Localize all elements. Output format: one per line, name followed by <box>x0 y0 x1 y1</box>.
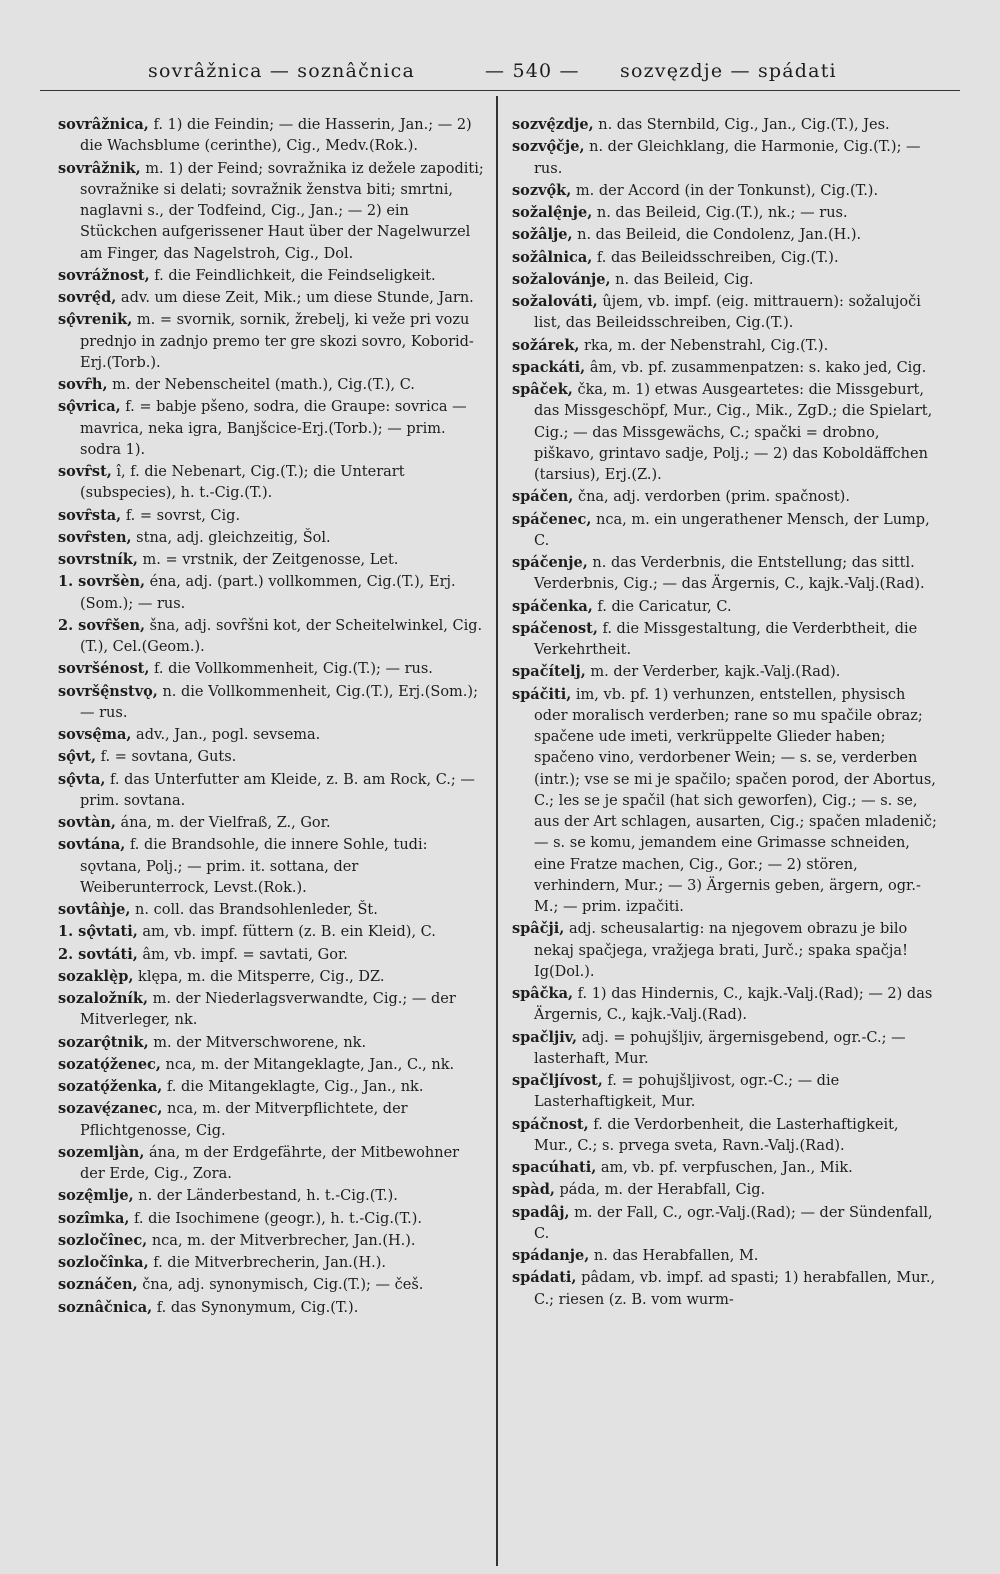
entry-headword: sovrážnost, <box>58 266 150 284</box>
entry-definition: î, f. die Nebenart, Cig.(T.); die Unterart (subspecies), h. t.-Cig.(T.). <box>80 464 405 502</box>
page-header <box>40 58 960 91</box>
entry-definition: f. das Synonymum, Cig.(T.). <box>152 1299 359 1316</box>
dictionary-entry <box>512 1202 940 1246</box>
dictionary-entry <box>512 918 940 983</box>
page-number: — 540 — <box>485 60 580 82</box>
dictionary-entry <box>512 661 940 683</box>
entry-definition: am, vb. pf. verpfuschen, Jan., Mik. <box>596 1160 853 1176</box>
entry-headword: sozîmka, <box>58 1209 130 1227</box>
entry-definition: n. das Beileid, Cig. <box>610 271 754 288</box>
entry-definition: páda, m. der Herabfall, Cig. <box>554 1182 766 1199</box>
dictionary-entry <box>512 224 940 246</box>
entry-headword: spâček, <box>512 381 573 398</box>
entry-headword: sožárek, <box>512 336 580 354</box>
entry-definition: f. 1) das Hindernis, C., kajk.-Valj.(Rad); — 2) das Ärgernis, C., kajk.-Valj.(Rad). <box>534 986 933 1024</box>
dictionary-entry <box>512 596 940 618</box>
dictionary-entry <box>512 1267 940 1311</box>
dictionary-entry <box>512 684 940 919</box>
dictionary-entry <box>58 1185 488 1207</box>
entry-headword: sozarǫ̂tnik, <box>58 1033 149 1051</box>
entry-headword: soznáčen, <box>58 1276 138 1294</box>
entry-headword: sovršénost, <box>58 660 150 678</box>
entry-definition: am, vb. impf. füttern (z. B. ein Kleid), C. <box>137 924 436 941</box>
dictionary-entry <box>512 1070 940 1114</box>
entry-definition: f. die Mitangeklagte, Cig., Jan., nk. <box>162 1079 424 1095</box>
dictionary-entry <box>58 1230 488 1252</box>
entry-headword: spâčji, <box>512 920 565 938</box>
dictionary-entry <box>58 265 488 287</box>
entry-definition: rka, m. der Nebenstrahl, Cig.(T.). <box>579 337 829 354</box>
entry-definition: nca, m. der Mitangeklagte, Jan., C., nk. <box>160 1056 455 1073</box>
entry-headword: sovȓsta, <box>58 506 122 524</box>
entry-headword: sovrę̂d, <box>58 289 117 306</box>
dictionary-entry <box>58 746 488 768</box>
entry-definition: adj. = pohujšljiv, ärgernisgebend, ogr.-C.; — lasterhaft, Mur. <box>534 1029 906 1067</box>
entry-headword: spáčnost, <box>512 1115 589 1133</box>
entry-headword: spádati, <box>512 1269 577 1287</box>
dictionary-entry <box>58 287 488 309</box>
dictionary-entry <box>58 988 488 1032</box>
dictionary-entry <box>512 180 940 202</box>
left-column <box>58 114 488 1319</box>
entry-definition: n. das Verderbnis, die Entstellung; das sittl. Verderbnis, Cig.; — das Ärgernis, C., kajk.-Valj.(Rad). <box>534 555 925 593</box>
dictionary-entry <box>58 658 488 680</box>
entry-headword: sǫ̂vt, <box>58 748 97 766</box>
entry-definition: m. der Accord (in der Tonkunst), Cig.(T.). <box>571 182 879 199</box>
dictionary-entry <box>512 983 940 1027</box>
entry-definition: klępa, m. die Mitsperre, Cig., DZ. <box>133 968 385 985</box>
dictionary-entry <box>512 114 940 136</box>
entry-headword: spačljívost, <box>512 1072 603 1089</box>
entry-definition: f. = pohujšljivost, ogr.-C.; — die Lasterhaftigkeit, Mur. <box>534 1073 840 1111</box>
dictionary-entry <box>58 812 488 834</box>
dictionary-entry <box>58 921 488 943</box>
header-right-range: sozvęzdje — spádati <box>620 60 837 82</box>
dictionary-entry <box>58 549 488 571</box>
dictionary-entry <box>512 357 940 379</box>
dictionary-entry <box>512 1027 940 1071</box>
dictionary-entry <box>58 1252 488 1274</box>
entry-definition: ána, m. der Vielfraß, Z., Gor. <box>115 815 331 831</box>
entry-definition: adv. um diese Zeit, Mik.; um diese Stunde, Jarn. <box>116 290 474 306</box>
dictionary-entry <box>58 527 488 549</box>
entry-definition: im, vb. pf. 1) verhunzen, entstellen, physisch oder moralisch verderben; rane so mu spačile obraz; spačene ude imeti, verkrüppelte Glieder haben; spačeno vino, verdorbener Wein; — s. se, verderben (intr.); vse se mi je spačilo; spačen porod, der Abortus, C.; les se je spačil (hat sich geworfen), Cig.; — s. se, aus der Art schlagen, ausarten, Cig.; spačen mladenič; — s. se komu, jemandem eine Grimasse schneiden, eine Fratze machen, Cig., Gor.; — 2) stören, verhindern, Mur.; — 3) Ärgernis geben, ärgern, ogr.-M.; — prim. izpačiti. <box>534 686 937 915</box>
entry-definition: f. die Feindlichkeit, die Feindseligkeit. <box>149 267 436 284</box>
entry-definition: m. der Niederlagsverwandte, Cig.; — der Mitverleger, nk. <box>80 991 456 1029</box>
entry-definition: n. das Beileid, Cig.(T.), nk.; — rus. <box>592 205 848 221</box>
dictionary-entry <box>512 552 940 596</box>
entry-headword: spádanje, <box>512 1247 590 1264</box>
entry-headword: sozločînec, <box>58 1231 148 1249</box>
entry-headword: sožalovánje, <box>512 270 611 288</box>
entry-definition: f. die Brandsohle, die innere Sohle, tudi: sǫvtana, Polj.; — prim. it. sottana, der Weiberunterrock, Levst.(Rok.). <box>80 837 428 896</box>
entry-headword: sozatǫ́ženec, <box>58 1055 161 1073</box>
entry-definition: f. das Unterfutter am Kleide, z. B. am Rock, C.; — prim. sovtana. <box>80 771 475 809</box>
entry-headword: spadâj, <box>512 1203 570 1221</box>
entry-headword: sozatǫ́ženka, <box>58 1078 163 1095</box>
dictionary-entry <box>58 615 488 659</box>
entry-definition: f. die Isochimene (geogr.), h. t.-Cig.(T.). <box>129 1210 423 1227</box>
dictionary-entry <box>58 505 488 527</box>
entry-headword: sovrâžnica, <box>58 116 149 133</box>
entry-headword: spàd, <box>512 1181 555 1199</box>
entry-headword: spáčen, <box>512 488 574 506</box>
dictionary-entry <box>512 509 940 553</box>
dictionary-entry <box>512 1114 940 1158</box>
entry-headword: sǫ̂vta, <box>58 770 106 788</box>
column-divider <box>496 96 498 1566</box>
entry-definition: f. das Beileidsschreiben, Cig.(T.). <box>592 249 839 266</box>
entry-headword: spáčenka, <box>512 597 593 615</box>
dictionary-entry <box>58 899 488 921</box>
dictionary-entry <box>58 1142 488 1186</box>
dictionary-entry <box>58 461 488 505</box>
entry-definition: m. der Verderber, kajk.-Valj.(Rad). <box>585 664 841 681</box>
entry-headword: spačljiv, <box>512 1028 578 1046</box>
entry-headword: sǫ̂vrica, <box>58 398 121 416</box>
dictionary-entry <box>58 114 488 158</box>
dictionary-entry <box>58 834 488 899</box>
entry-definition: n. das Herabfallen, M. <box>589 1248 759 1264</box>
entry-definition: čna, adj. verdorben (prim. spačnost). <box>573 489 850 506</box>
entry-headword: sovršę̂nstvǫ, <box>58 682 158 700</box>
entry-definition: čna, adj. synonymisch, Cig.(T.); — češ. <box>137 1277 424 1294</box>
header-left-range: sovrâžnica — soznâčnica <box>148 60 415 82</box>
entry-definition: nca, m. ein ungerathener Mensch, der Lump, C. <box>534 511 930 549</box>
entry-headword: spackáti, <box>512 358 586 376</box>
entry-definition: n. der Gleichklang, die Harmonie, Cig.(T.); — rus. <box>534 139 921 177</box>
entry-headword: spáčenec, <box>512 510 592 528</box>
entry-headword: spâčka, <box>512 985 574 1002</box>
dictionary-entry <box>512 202 940 224</box>
entry-headword: sozvǫ̂k, <box>512 181 572 199</box>
entry-definition: f. = sovrst, Cig. <box>121 507 241 524</box>
dictionary-entry <box>58 1297 488 1319</box>
dictionary-entry <box>58 396 488 461</box>
entry-definition: f. die Mitverbrecherin, Jan.(H.). <box>148 1255 386 1271</box>
entry-headword: 2. sovtáti, <box>58 945 138 963</box>
entry-headword: spačítelj, <box>512 663 586 681</box>
entry-definition: n. coll. das Brandsohlenleder, Št. <box>130 902 378 918</box>
entry-definition: adj. scheusalartig: na njegovem obrazu je bilo nekaj spačjega, vražjega brati, Jurč.; spaka spačja! Ig(Dol.). <box>534 921 908 980</box>
entry-headword: sozemljàn, <box>58 1143 145 1161</box>
entry-headword: spáčenost, <box>512 619 598 637</box>
entry-definition: f. die Missgestaltung, die Verderbtheit, die Verkehrtheit. <box>534 620 918 658</box>
dictionary-entry <box>512 1245 940 1267</box>
dictionary-entry <box>58 1208 488 1230</box>
entry-definition: šna, adj. sovȓšni kot, der Scheitelwinkel, Cig.(T.), Cel.(Geom.). <box>80 617 483 655</box>
dictionary-entry <box>58 1054 488 1076</box>
entry-definition: m. der Nebenscheitel (math.), Cig.(T.), C. <box>107 377 415 393</box>
entry-headword: sozavę́zanec, <box>58 1100 163 1118</box>
entry-headword: 1. sovršèn, <box>58 573 146 591</box>
entry-definition: nca, m. der Mitverpflichtete, der Pflichtgenosse, Cig. <box>80 1101 408 1139</box>
dictionary-entry <box>58 1032 488 1054</box>
entry-definition: m. = vrstnik, der Zeitgenosse, Let. <box>137 552 399 568</box>
entry-definition: f. 1) die Feindin; — die Hasserin, Jan.; — 2) die Wachsblume (cerinthe), Cig., Medv.(Rok.). <box>80 117 472 155</box>
entry-headword: sožalováti, <box>512 293 598 310</box>
entry-headword: sozaklę̀p, <box>58 967 134 985</box>
entry-headword: sozvǫ̂čje, <box>512 138 585 156</box>
entry-definition: m. der Mitverschworene, nk. <box>148 1034 367 1051</box>
entry-headword: sozaložník, <box>58 990 149 1007</box>
entry-definition: stna, adj. gleichzeitig, Šol. <box>131 529 331 546</box>
right-column <box>512 114 940 1311</box>
dictionary-entry <box>58 374 488 396</box>
entry-headword: sǫ̂vrenik, <box>58 311 133 329</box>
dictionary-entry <box>58 681 488 725</box>
entry-headword: sožâlje, <box>512 226 573 244</box>
dictionary-entry <box>58 944 488 966</box>
entry-headword: sovrâžnik, <box>58 159 141 177</box>
entry-headword: sovȓsten, <box>58 528 132 546</box>
entry-definition: f. = sovtana, Guts. <box>96 749 237 766</box>
dictionary-entry <box>512 379 940 486</box>
entry-headword: sovtána, <box>58 836 126 854</box>
entry-definition: n. das Beileid, die Condolenz, Jan.(H.). <box>572 227 862 244</box>
dictionary-entry <box>58 571 488 615</box>
entry-headword: sovȓh, <box>58 376 108 393</box>
dictionary-entry <box>512 269 940 291</box>
entry-definition: n. das Sternbild, Cig., Jan., Cig.(T.), Jes. <box>593 117 890 133</box>
entry-definition: pâdam, vb. impf. ad spasti; 1) herabfallen, Mur., C.; riesen (z. B. vom wurm- <box>534 1270 936 1308</box>
entry-headword: sovȓst, <box>58 463 112 480</box>
entry-definition: f. die Vollkommenheit, Cig.(T.); — rus. <box>149 661 433 678</box>
entry-headword: sozvę̂zdje, <box>512 116 594 133</box>
entry-definition: éna, adj. (part.) vollkommen, Cig.(T.), Erj.(Som.); — rus. <box>80 574 456 612</box>
entry-headword: sozločînka, <box>58 1254 149 1271</box>
dictionary-entry <box>58 158 488 265</box>
entry-headword: spáčiti, <box>512 685 572 703</box>
dictionary-entry <box>512 247 940 269</box>
dictionary-entry <box>512 136 940 180</box>
entry-headword: spáčenje, <box>512 554 588 571</box>
entry-definition: f. die Caricatur, C. <box>592 598 732 615</box>
entry-headword: 1. sǫ̂vtati, <box>58 923 138 941</box>
dictionary-entry <box>512 1179 940 1201</box>
entry-headword: 2. sovȓšen, <box>58 616 146 634</box>
entry-definition: adv., Jan., pogl. sevsema. <box>131 727 321 743</box>
entry-headword: sovtàn, <box>58 814 116 831</box>
dictionary-entry <box>58 724 488 746</box>
dictionary-entry <box>58 309 488 374</box>
entry-definition: nca, m. der Mitverbrecher, Jan.(H.). <box>147 1232 416 1249</box>
entry-headword: sovsę̂ma, <box>58 726 132 743</box>
entry-definition: ûjem, vb. impf. (eig. mittrauern): sožalujoči list, das Beileidsschreiben, Cig.(T.). <box>534 294 921 332</box>
dictionary-entry <box>58 1098 488 1142</box>
entry-definition: âm, vb. impf. = savtati, Gor. <box>137 946 348 963</box>
dictionary-entry <box>58 1274 488 1296</box>
entry-definition: čka, m. 1) etwas Ausgeartetes: die Missgeburt, das Missgeschöpf, Mur., Cig., Mik., ZgD.; die Spielart, Cig.; — das Missgewächs, C.; spački = drobno, piškavo, grintavo sadje, Polj.; — 2) das Koboldäffchen (tarsius), Erj.(Z.). <box>534 382 933 483</box>
dictionary-entry <box>512 618 940 662</box>
entry-definition: f. die Verdorbenheit, die Lasterhaftigkeit, Mur., C.; s. prvega sveta, Ravn.-Valj.(Rad). <box>534 1116 899 1154</box>
entry-definition: m. = svornik, sornik, žrebelj, ki veže pri vozu prednjo in zadnjo premo ter gre skozi sovro, Koborid-Erj.(Torb.). <box>80 312 474 371</box>
dictionary-entry <box>58 1076 488 1098</box>
entry-headword: sožâlnica, <box>512 248 593 266</box>
entry-definition: m. 1) der Feind; sovražnika iz dežele zapoditi; sovražnike si delati; sovražnik ženstva biti; smrtni, naglavni s., der Todfeind, Cig., Jan.; — 2) ein Stückchen aufgerissener Haut über der Nagelwurzel am Finger, das Nagelstroh, Cig., Dol. <box>80 160 484 262</box>
entry-headword: sožalę̂nje, <box>512 204 593 221</box>
entry-definition: n. die Vollkommenheit, Cig.(T.), Erj.(Som.); — rus. <box>80 683 478 721</box>
entry-definition: n. der Länderbestand, h. t.-Cig.(T.). <box>133 1188 398 1205</box>
dictionary-entry <box>512 335 940 357</box>
entry-headword: sovrstník, <box>58 551 138 568</box>
entry-headword: sovtâǹje, <box>58 901 131 918</box>
entry-definition: ána, m der Erdgefährte, der Mitbewohner der Erde, Cig., Zora. <box>80 1144 460 1182</box>
dictionary-entry <box>512 291 940 335</box>
dictionary-entry <box>58 769 488 813</box>
entry-definition: âm, vb. pf. zusammenpatzen: s. kako jed, Cig. <box>585 359 927 376</box>
entry-definition: f. = babje pšeno, sodra, die Graupe: sovrica — mavrica, neka igra, Banjšcice-Erj.(Torb.); — prim. sodra 1). <box>80 399 467 458</box>
dictionary-entry <box>512 1157 940 1179</box>
entry-headword: soznâčnica, <box>58 1298 153 1316</box>
entry-definition: m. der Fall, C., ogr.-Valj.(Rad); — der Sündenfall, C. <box>534 1204 933 1242</box>
entry-headword: spacúhati, <box>512 1159 597 1176</box>
entry-headword: sozę̂mlje, <box>58 1187 134 1205</box>
dictionary-entry <box>512 486 940 508</box>
dictionary-entry <box>58 966 488 988</box>
